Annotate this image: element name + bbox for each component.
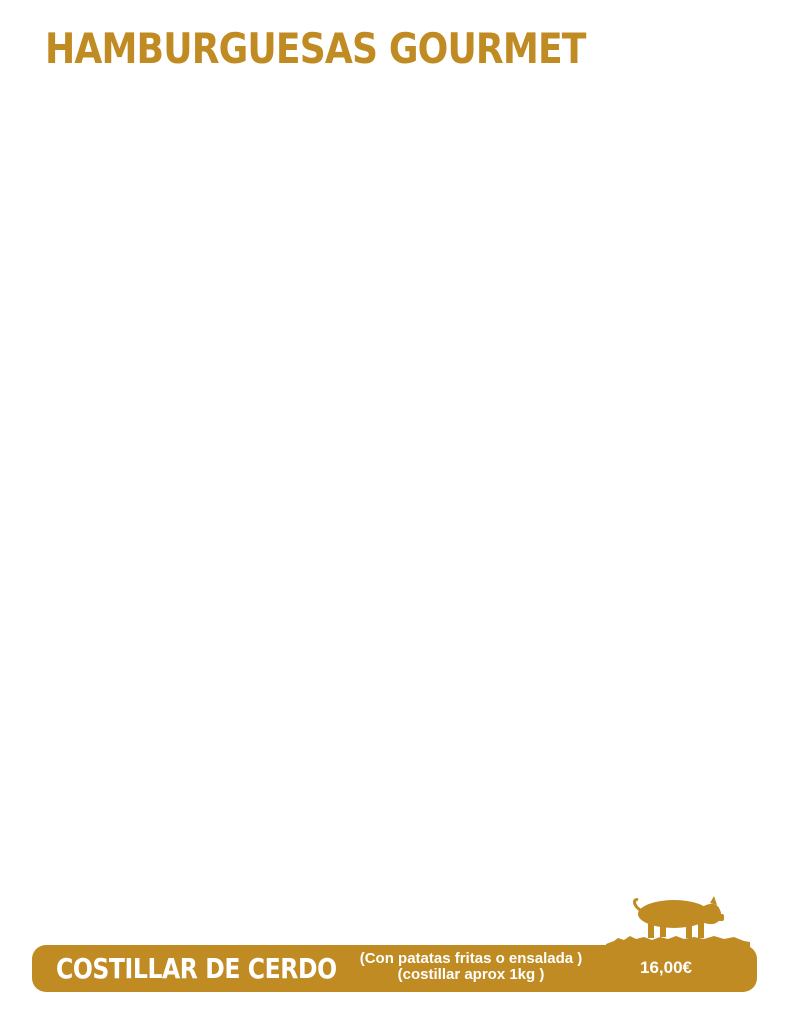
page-title: HAMBURGUESAS GOURMET <box>45 24 586 73</box>
menu-item-description-line-2: (costillar aprox 1kg ) <box>397 966 545 983</box>
menu-item-name: COSTILLAR DE CERDO <box>56 952 337 985</box>
menu-item-bar <box>32 945 757 992</box>
pig-icon <box>604 892 752 948</box>
menu-item-price: 16,00€ <box>640 958 692 977</box>
menu-item-description-line-1: (Con patatas fritas o ensalada ) <box>359 950 583 967</box>
menu-item-description <box>326 951 616 983</box>
